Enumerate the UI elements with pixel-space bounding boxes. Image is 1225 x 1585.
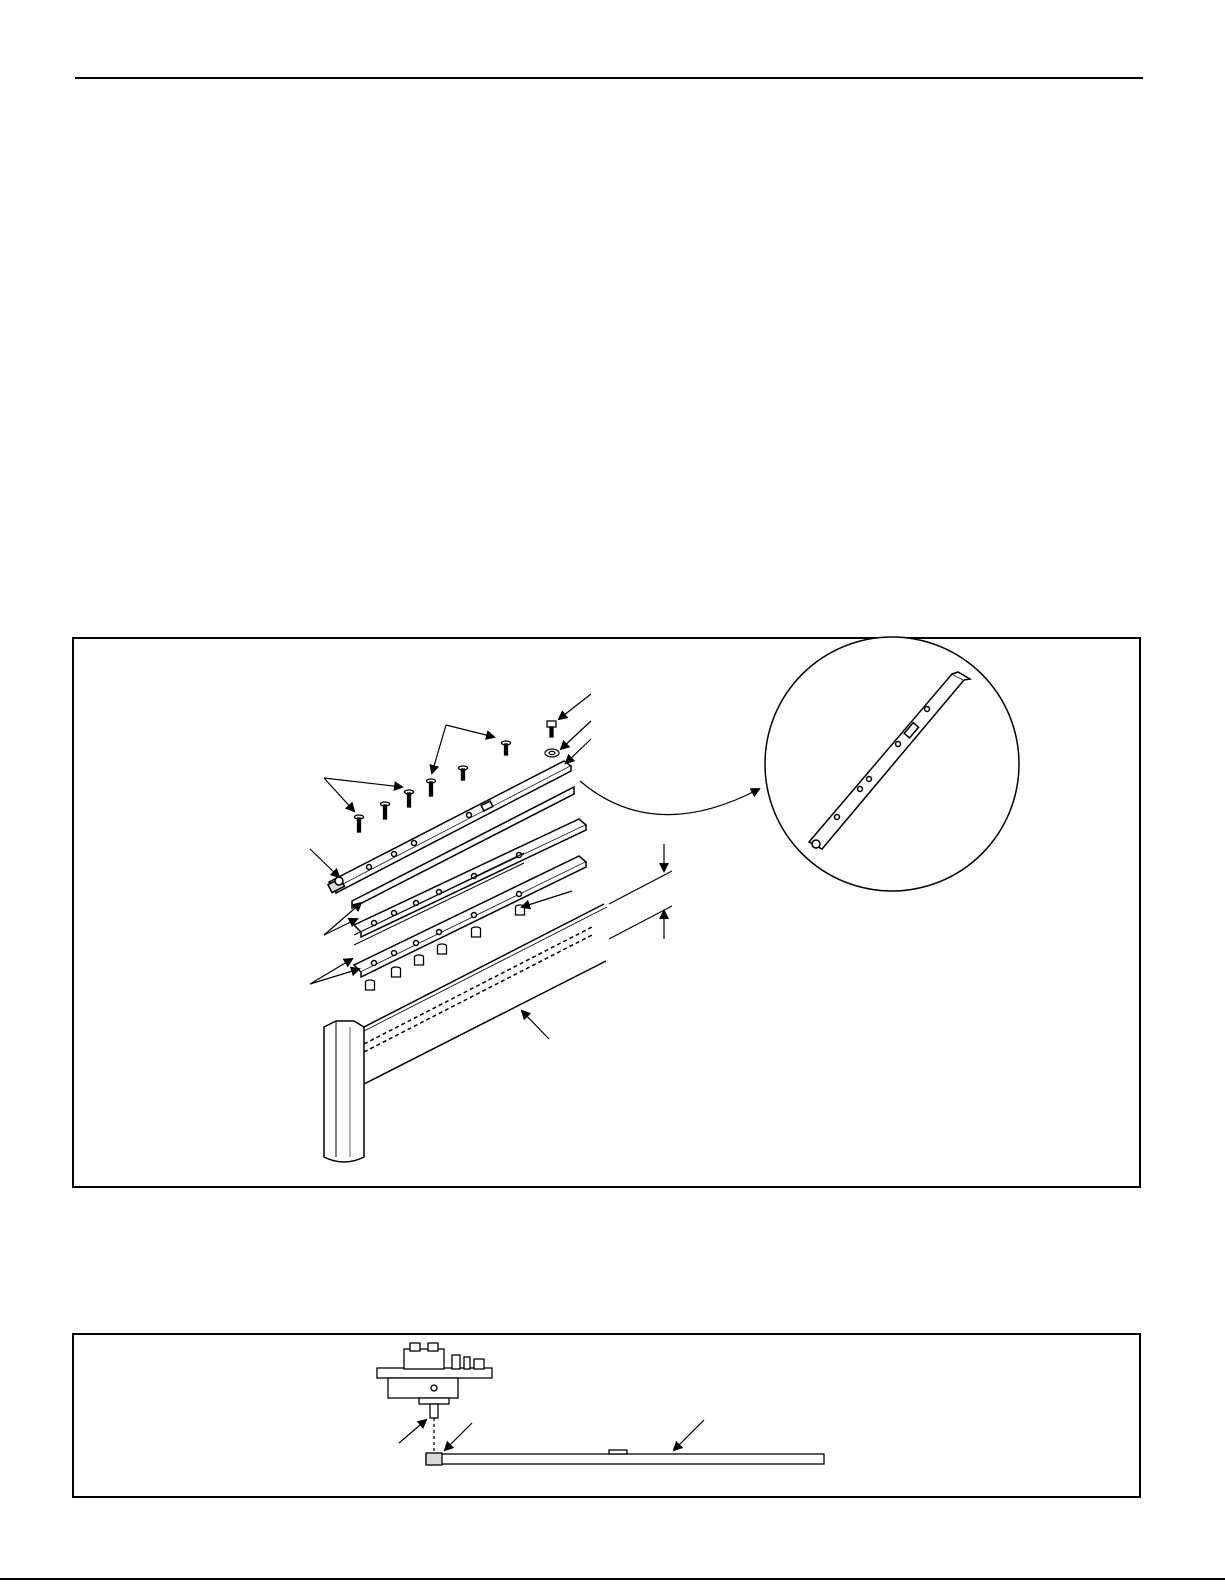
- footer-rule: [0, 1578, 1225, 1580]
- rail-assembly-drawing: [74, 639, 1143, 1190]
- dimension-marks: [609, 844, 672, 939]
- socket-screw: [547, 721, 556, 737]
- motor-assembly: [377, 1343, 492, 1404]
- slide-rail: [328, 761, 571, 893]
- shaft-install-drawing: [74, 1335, 1143, 1500]
- leader-arrow-icon: [399, 1420, 704, 1450]
- side-frame: [324, 904, 607, 1162]
- shaft: [430, 1404, 438, 1453]
- bushing: [426, 1453, 442, 1465]
- header-rule: [75, 77, 1143, 79]
- figure-rail-assembly: [72, 637, 1141, 1188]
- drive-bar: [426, 1450, 824, 1464]
- figure-shaft-install: [72, 1333, 1141, 1498]
- rail-detail-view: [765, 637, 1019, 891]
- star-washer: [545, 749, 559, 757]
- flat-head-screws: [355, 741, 511, 832]
